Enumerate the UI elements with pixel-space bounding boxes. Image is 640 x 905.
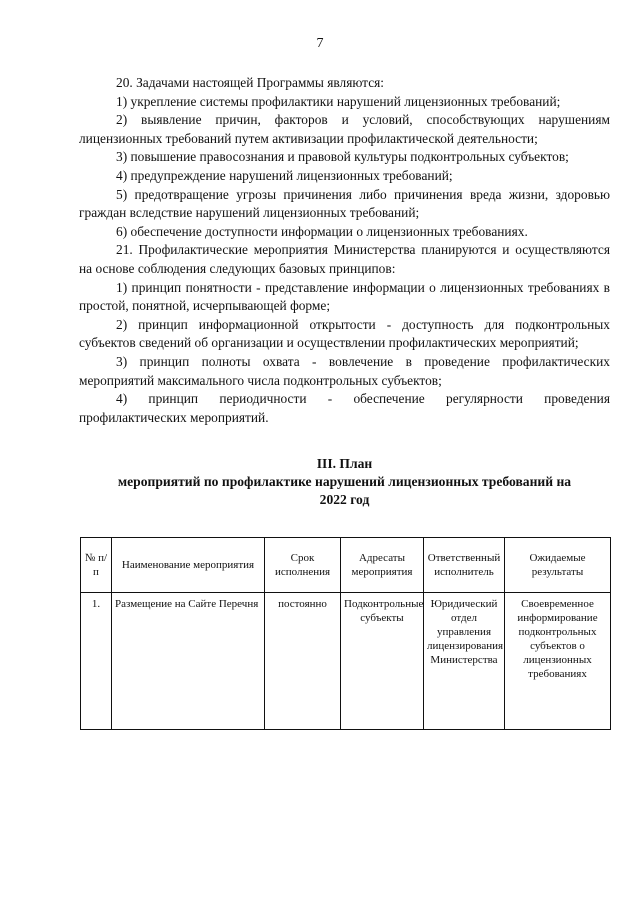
header-name: Наименование мероприятия [112,538,265,593]
cell-name: Размещение на Сайте Перечня [112,593,265,730]
cell-term: постоянно [265,593,341,730]
cell-num: 1. [81,593,112,730]
paragraph-principle-4: 4) принцип периодичности - обеспечение регулярности проведения профилактических мероприятий. [79,391,610,425]
paragraph-task-3: 3) повышение правосознания и правовой культуры подконтрольных субъектов; [116,149,569,165]
paragraph-principles-intro: 21. Профилактические мероприятия Министерства планируются и осуществляются на основе соблюдения следующих базовых принципов: [79,242,610,276]
page-number: 7 [316,36,324,51]
paragraph-task-6: 6) обеспечение доступности информации о лицензионных требованиях. [116,223,528,239]
paragraph-task-5: 5) предотвращение угрозы причинения либо причинения вреда жизни, здоровью граждан вследствие нарушений лицензионных требований; [79,186,610,221]
paragraph-task-4: 4) предупреждение нарушений лицензионных требований; [116,167,453,183]
table-row [81,593,611,730]
section-heading-number: III. План [316,456,373,471]
paragraph-principle-1: 1) принцип понятности - представление информации о лицензионных требованиях в простой, понятной, исчерпывающей форме; [79,279,610,314]
header-responsible: Ответственный исполнитель [424,538,505,593]
section-heading-title: мероприятий по профилактике нарушений лицензионных требований на [117,474,572,489]
paragraph-principle-3: 3) принцип полноты охвата - вовлечение в проведение профилактических мероприятий максимального числа подконтрольных субъектов; [79,353,610,388]
table-header-row [81,538,611,593]
header-term: Срок исполнения [265,538,341,593]
paragraph-tasks-intro: 20. Задачами настоящей Программы являются: [116,75,385,90]
header-num: № п/п [81,538,112,593]
section-heading [79,455,610,509]
paragraph-task-1: 1) укрепление системы профилактики нарушений лицензионных требований; [116,93,561,109]
cell-responsible: Юридический отдел управления лицензирования Министерства [424,593,505,730]
cell-addressees: Подконтрольные субъекты [341,593,424,730]
header-addressees: Адресаты мероприятия [341,538,424,593]
paragraph-principle-2: 2) принцип информационной открытости - доступность для подконтрольных субъектов сведений об организации и осуществлении профилактических мероприятий; [79,316,610,351]
section-heading-year: 2022 год [319,492,370,507]
cell-results: Своевременное информирование подконтрольных субъектов о лицензионных требованиях [505,593,611,730]
paragraph-task-2: 2) выявление причин, факторов и условий, способствующих нарушениям лицензионных требований путем активизации профилактической деятельности; [79,112,610,146]
header-results: Ожидаемые результаты [505,538,611,593]
document-body [79,74,610,427]
plan-table [80,537,611,730]
